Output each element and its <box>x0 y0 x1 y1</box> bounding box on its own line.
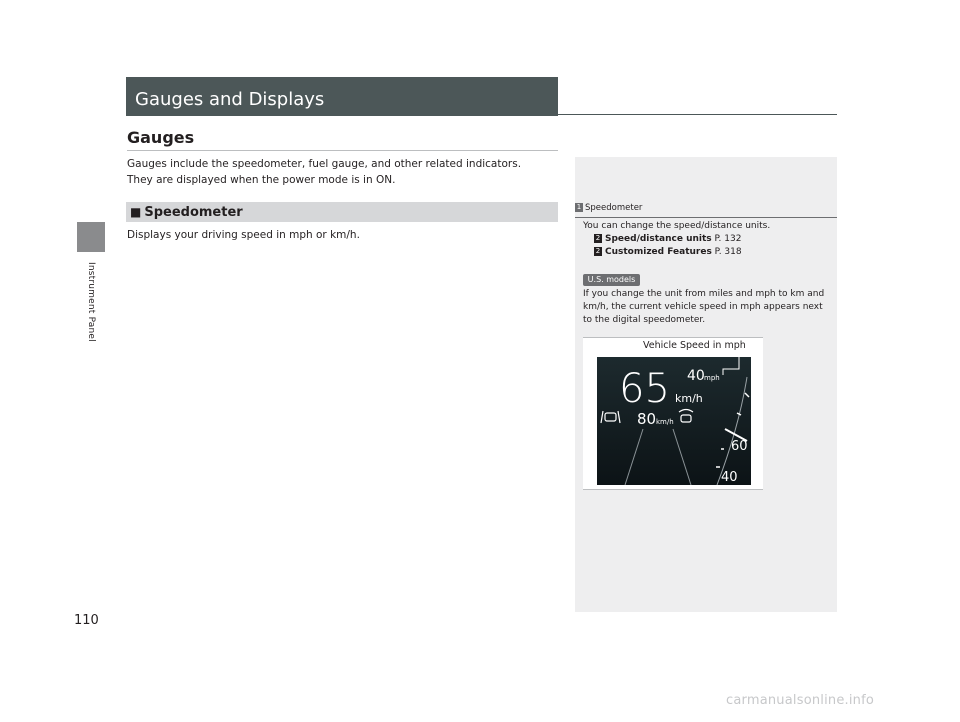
lane-line-left <box>625 429 643 485</box>
display-drawing <box>597 357 751 485</box>
note-heading-label: Speedometer <box>585 203 643 213</box>
intro-line: They are displayed when the power mode is in ON. <box>127 174 396 186</box>
title-rule <box>558 114 837 115</box>
scale-label-40: 40 <box>721 470 738 485</box>
intro-paragraph <box>127 156 557 188</box>
reference-label: Speed/distance units <box>605 234 712 244</box>
limit-unit: km/h <box>656 418 674 426</box>
note-paragraph <box>583 288 824 327</box>
figure-callout: Vehicle Speed in mph <box>643 340 746 351</box>
section-heading: Gauges <box>127 128 195 147</box>
subsection-heading <box>126 202 558 222</box>
mph-unit: mph <box>704 374 720 382</box>
chapter-label: Instrument Panel <box>86 262 96 342</box>
section-rule <box>127 150 558 151</box>
cross-reference-link[interactable] <box>594 247 742 257</box>
reference-arrow-icon: 2 <box>595 247 601 255</box>
reference-page: P. 132 <box>711 234 742 244</box>
speedometer-description: Displays your driving speed in mph or km/h. <box>127 229 360 241</box>
mph-speed: 40 <box>687 368 705 384</box>
intro-line: Gauges include the speedometer, fuel gauge, and other related indicators. <box>127 158 522 170</box>
page-title: Gauges and Displays <box>126 77 558 116</box>
adaptive-cruise-icon <box>679 410 693 423</box>
lane-keep-icon <box>601 411 620 423</box>
square-bullet-icon: ■ <box>130 205 142 219</box>
model-badge: U.S. models <box>583 274 640 286</box>
main-unit: km/h <box>675 392 703 405</box>
reference-page: P. 318 <box>711 247 742 257</box>
side-note-heading <box>575 203 837 218</box>
instrument-display-illustration <box>597 357 751 485</box>
scale-tick <box>745 393 749 397</box>
callout-leader <box>723 357 739 375</box>
limit-speed: 80 <box>637 410 657 428</box>
note-para-line: km/h, the current vehicle speed in mph appears next <box>583 302 823 312</box>
subsection-label: Speedometer <box>144 205 243 220</box>
chapter-tab <box>77 222 105 252</box>
note-line: You can change the speed/distance units. <box>583 221 771 231</box>
page-number: 110 <box>74 613 99 628</box>
main-speed: 65 <box>619 366 670 412</box>
reference-arrow-icon: 2 <box>595 234 601 242</box>
cross-reference-link[interactable] <box>594 234 741 244</box>
watermark-logo: carmanualsonline.info <box>726 693 875 708</box>
reference-label: Customized Features <box>605 247 712 257</box>
speed-arc <box>717 377 747 485</box>
note-para-line: to the digital speedometer. <box>583 315 706 325</box>
scale-tick <box>737 413 741 415</box>
note-para-line: If you change the unit from miles and mph to km and <box>583 289 825 299</box>
lane-line-right <box>673 429 691 485</box>
scale-label-60: 60 <box>731 439 748 454</box>
note-index-icon: 1 <box>576 203 582 211</box>
